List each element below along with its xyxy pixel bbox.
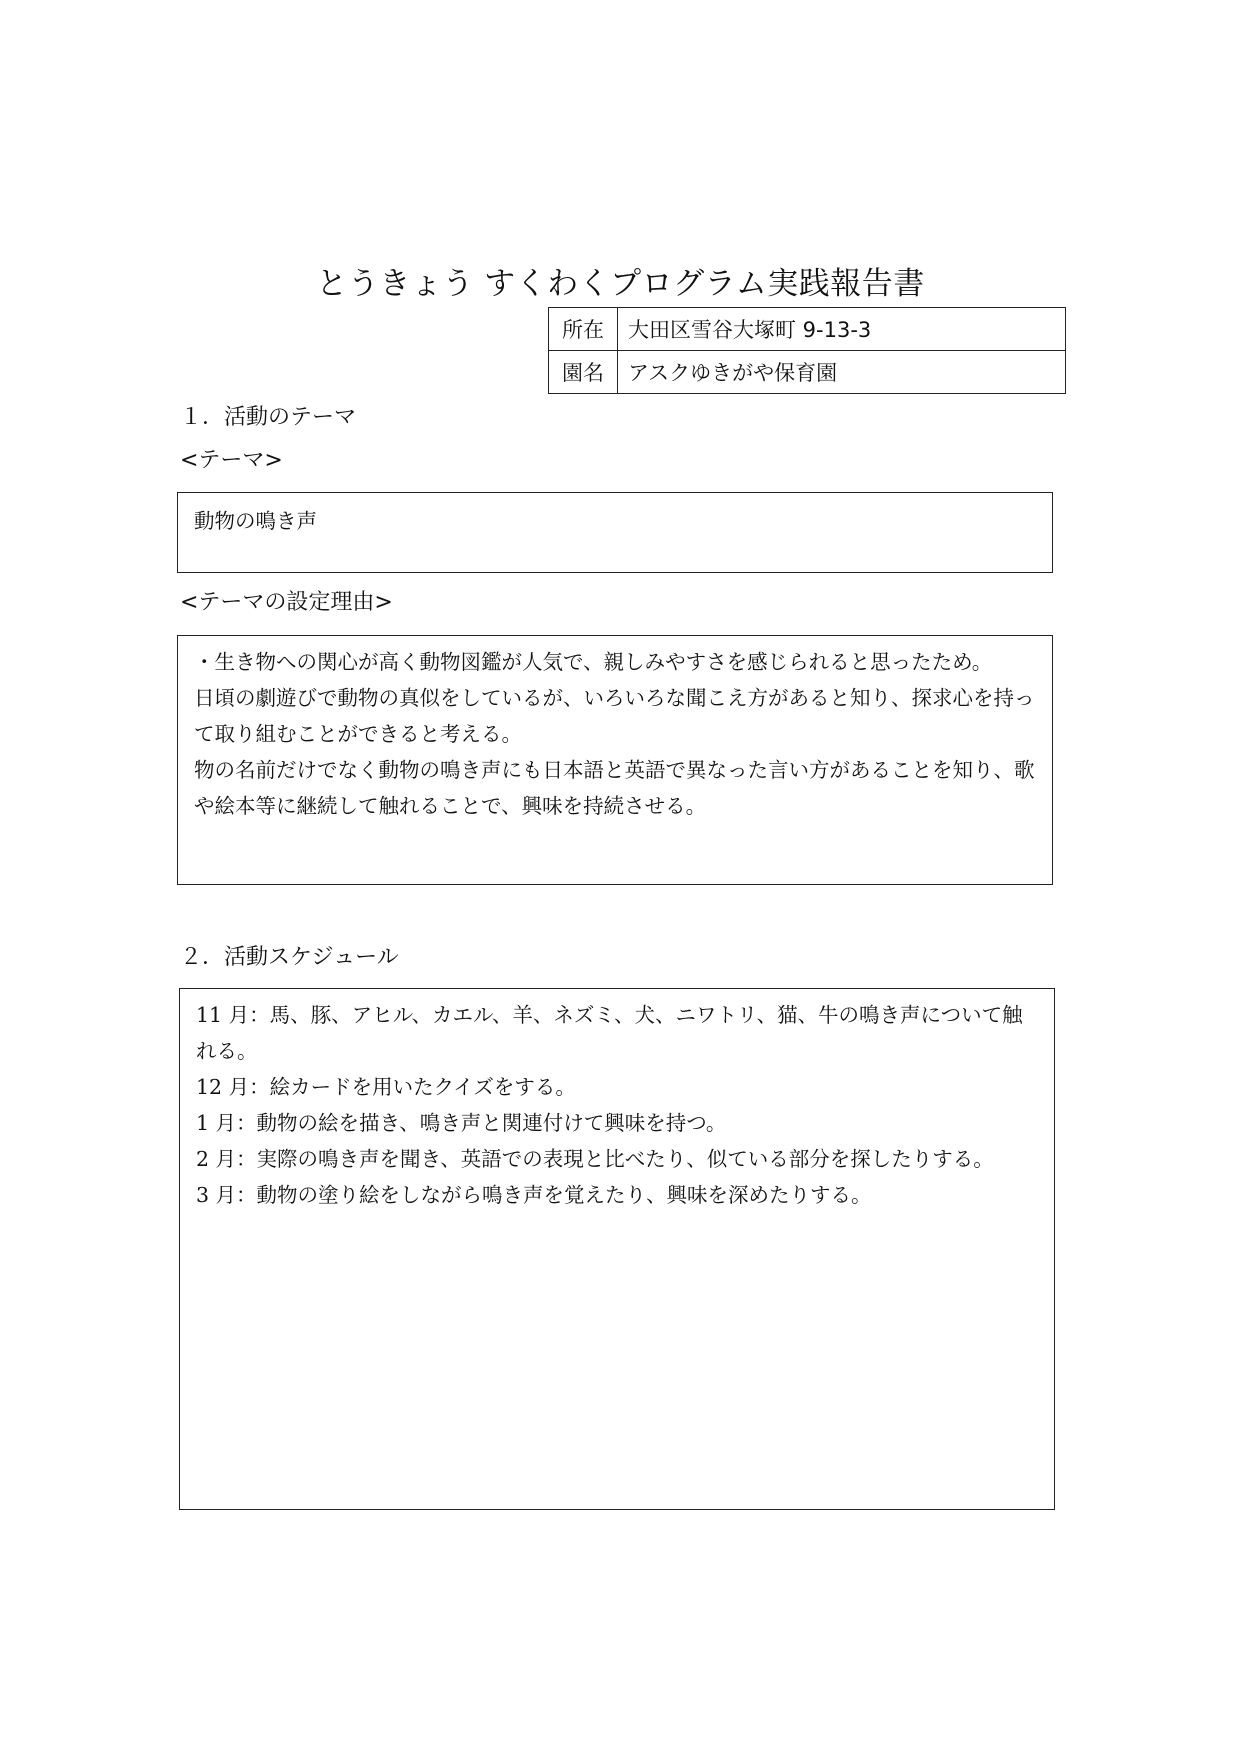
theme-label: <テーマ> xyxy=(180,448,283,473)
info-value-school-name: アスクゆきがや保育園 xyxy=(618,351,1066,394)
info-row-location xyxy=(549,308,1066,351)
document-title: とうきょう すくわくプログラム実践報告書 xyxy=(316,266,925,302)
theme-text: 動物の鳴き声 xyxy=(194,509,317,533)
schedule-line: 2 月：実際の鳴き声を聞き、英語での表現と比べたり、似ている部分を探したりする。 xyxy=(196,1147,994,1171)
theme-box xyxy=(177,492,1053,573)
schedule-line: 1 月：動物の絵を描き、鳴き声と関連付けて興味を持つ。 xyxy=(196,1111,727,1135)
schedule-line: 11 月：馬、豚、アヒル、カエル、羊、ネズミ、犬、ニワトリ、猫、牛の鳴き声について触れる。 xyxy=(196,1003,1023,1063)
reason-line: ・生き物への関心が高く動物図鑑が人気で、親しみやすさを感じられると思ったため。 xyxy=(194,650,993,674)
schedule-line: 3 月：動物の塗り絵をしながら鳴き声を覚えたり、興味を深めたりする。 xyxy=(196,1183,872,1207)
info-label-location: 所在 xyxy=(549,308,618,351)
reason-line: 物の名前だけでなく動物の鳴き声にも日本語と英語で異なった言い方があることを知り、歌や絵本等に継続して触れることで、興味を持続させる。 xyxy=(194,758,1035,818)
schedule-line: 12 月：絵カードを用いたクイズをする。 xyxy=(196,1075,576,1099)
schedule-box xyxy=(179,988,1055,1510)
section2-heading: ２．活動スケジュール xyxy=(180,945,399,970)
reason-line: 日頃の劇遊びで動物の真似をしているが、いろいろな聞こえ方があると知り、探求心を持って取り組むことができると考える。 xyxy=(194,686,1035,746)
reason-label: <テーマの設定理由> xyxy=(180,590,393,615)
info-value-location: 大田区雪谷大塚町 9-13-3 xyxy=(618,308,1066,351)
section1-heading: １．活動のテーマ xyxy=(180,405,357,430)
info-row-school-name xyxy=(549,351,1066,394)
info-table xyxy=(548,307,1066,394)
info-label-school-name: 園名 xyxy=(549,351,618,394)
reason-box xyxy=(177,635,1053,885)
